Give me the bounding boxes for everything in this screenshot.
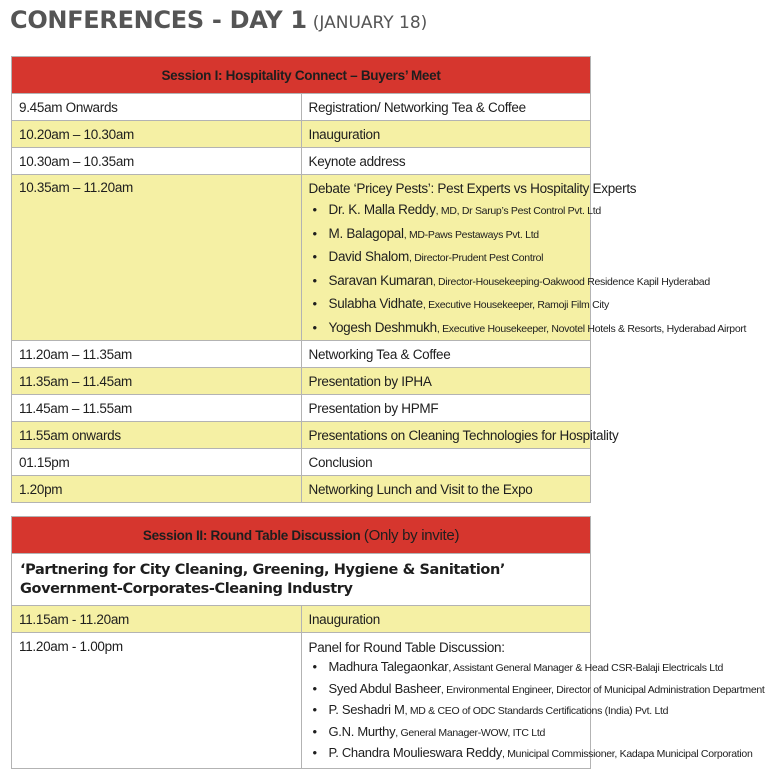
row-event: Presentation by HPMF (301, 395, 591, 422)
table-row (12, 121, 591, 148)
bullet-icon: • (312, 702, 317, 717)
speaker-role: , Director-Housekeeping-Oakwood Residence Kapil Hyderabad (432, 275, 710, 288)
row-time: 11.55am onwards (12, 422, 302, 449)
table-row (12, 368, 591, 395)
page-title (10, 6, 427, 40)
row-time: 10.20am – 10.30am (12, 121, 302, 148)
bullet-icon: • (312, 296, 317, 311)
bullet-icon: • (312, 225, 317, 241)
speaker-name: Dr. K. Malla Reddy (328, 202, 436, 217)
theme-row (12, 554, 591, 606)
row-time: 11.20am - 1.00pm (12, 633, 302, 769)
speaker-list (309, 657, 765, 765)
bullet-icon: • (312, 659, 317, 674)
row-time: 01.15pm (12, 449, 302, 476)
row-time: 11.15am - 11.20am (12, 606, 302, 633)
row-event: Presentations on Cleaning Technologies for Hospitality (301, 422, 591, 449)
speaker-name: Sulabha Vidhate (328, 296, 423, 311)
speaker-item (309, 722, 584, 744)
table-row (12, 175, 591, 341)
table-row (12, 395, 591, 422)
session-2-note: (Only by invite) (363, 526, 460, 544)
row-event: Networking Lunch and Visit to the Expo (301, 476, 591, 503)
speaker-role: , Executive Housekeeper, Ramoji Film City (422, 299, 609, 311)
row-time: 11.45am – 11.55am (12, 395, 302, 422)
table-row (12, 341, 591, 368)
speaker-role: , MD & CEO of ODC Standards Certifications (India) Pvt. Ltd (404, 705, 669, 717)
speaker-role: , MD, Dr Sarup’s Pest Control Pvt. Ltd (435, 205, 601, 217)
table-row (12, 94, 591, 121)
theme-line-2: Government-Corporates-Cleaning Industry (20, 580, 353, 597)
row-event-cell (301, 633, 765, 769)
speaker-item (309, 317, 747, 341)
speaker-role: , Municipal Commissioner, Kadapa Municipal Corporation (501, 748, 753, 760)
row-time: 9.45am Onwards (12, 94, 302, 121)
speaker-name: Yogesh Deshmukh (328, 319, 437, 335)
speaker-role: , Director-Prudent Pest Control (408, 252, 544, 264)
row-event: Keynote address (301, 148, 591, 175)
speaker-item (309, 743, 753, 765)
bullet-icon: • (312, 680, 317, 696)
bullet-icon: • (312, 745, 317, 760)
speaker-name: P. Chandra Moulieswara Reddy (328, 745, 502, 760)
row-time: 11.35am – 11.45am (12, 368, 302, 395)
row-time: 1.20pm (12, 476, 302, 503)
session-2-title: Session II: Round Table Discussion (142, 527, 361, 543)
bullet-icon: • (312, 723, 317, 739)
table-row (12, 148, 591, 175)
row-time: 10.30am – 10.35am (12, 148, 302, 175)
speaker-name: M. Balagopal (328, 225, 404, 241)
speaker-item (309, 223, 584, 247)
speaker-name: David Shalom (328, 249, 409, 264)
session-1-table (11, 56, 747, 503)
speaker-item (309, 270, 710, 294)
session-2-heading (12, 517, 591, 554)
table-row (12, 449, 591, 476)
theme-line-1: ‘Partnering for City Cleaning, Greening, Hygiene & Sanitation’ (20, 561, 506, 578)
speaker-role: , Assistant General Manager & Head CSR-Balaji Electricals Ltd (448, 662, 723, 674)
table-row (12, 606, 591, 633)
row-event: Debate ‘Pricey Pests’: Pest Experts vs Hospitality Experts (308, 181, 637, 196)
speaker-item (309, 700, 669, 722)
speaker-list (309, 199, 747, 340)
speaker-role: , Executive Housekeeper, Novotel Hotels & Resorts, Hyderabad Airport (436, 322, 747, 335)
table-row (12, 633, 591, 769)
row-event-cell (301, 175, 747, 341)
bullet-icon: • (312, 249, 317, 264)
speaker-item (309, 657, 723, 679)
session-2-table (11, 516, 765, 769)
speaker-role: , Environmental Engineer, Director of Municipal Administration Department (440, 683, 765, 696)
bullet-icon: • (312, 202, 317, 217)
table-row (12, 422, 591, 449)
row-event: Panel for Round Table Discussion: (308, 640, 505, 655)
bullet-icon: • (312, 319, 317, 335)
speaker-name: Syed Abdul Basheer (328, 680, 441, 696)
speaker-item (309, 246, 584, 270)
row-event: Presentation by IPHA (301, 368, 591, 395)
speaker-role: , General Manager-WOW, ITC Ltd (395, 726, 545, 739)
bullet-icon: • (312, 272, 317, 288)
speaker-name: G.N. Murthy (328, 723, 396, 739)
speaker-role: , MD-Paws Pestaways Pvt. Ltd (403, 228, 539, 241)
row-event: Networking Tea & Coffee (301, 341, 591, 368)
row-event: Conclusion (301, 449, 591, 476)
row-time: 10.35am – 11.20am (12, 175, 302, 341)
page-title-date: (JANUARY 18) (312, 13, 428, 33)
speaker-item (309, 679, 765, 701)
speaker-item (309, 199, 601, 223)
row-event: Registration/ Networking Tea & Coffee (301, 94, 591, 121)
speaker-item (309, 293, 609, 317)
speaker-name: P. Seshadri M (328, 702, 405, 717)
page-title-main: CONFERENCES - DAY 1 (10, 6, 307, 34)
row-event: Inauguration (301, 606, 591, 633)
row-time: 11.20am – 11.35am (12, 341, 302, 368)
theme-cell (12, 554, 591, 606)
session-1-heading: Session I: Hospitality Connect – Buyers’ Meet (12, 57, 591, 94)
speaker-name: Saravan Kumaran (328, 272, 433, 288)
speaker-name: Madhura Talegaonkar (328, 659, 449, 674)
row-event: Inauguration (301, 121, 591, 148)
table-row (12, 476, 591, 503)
